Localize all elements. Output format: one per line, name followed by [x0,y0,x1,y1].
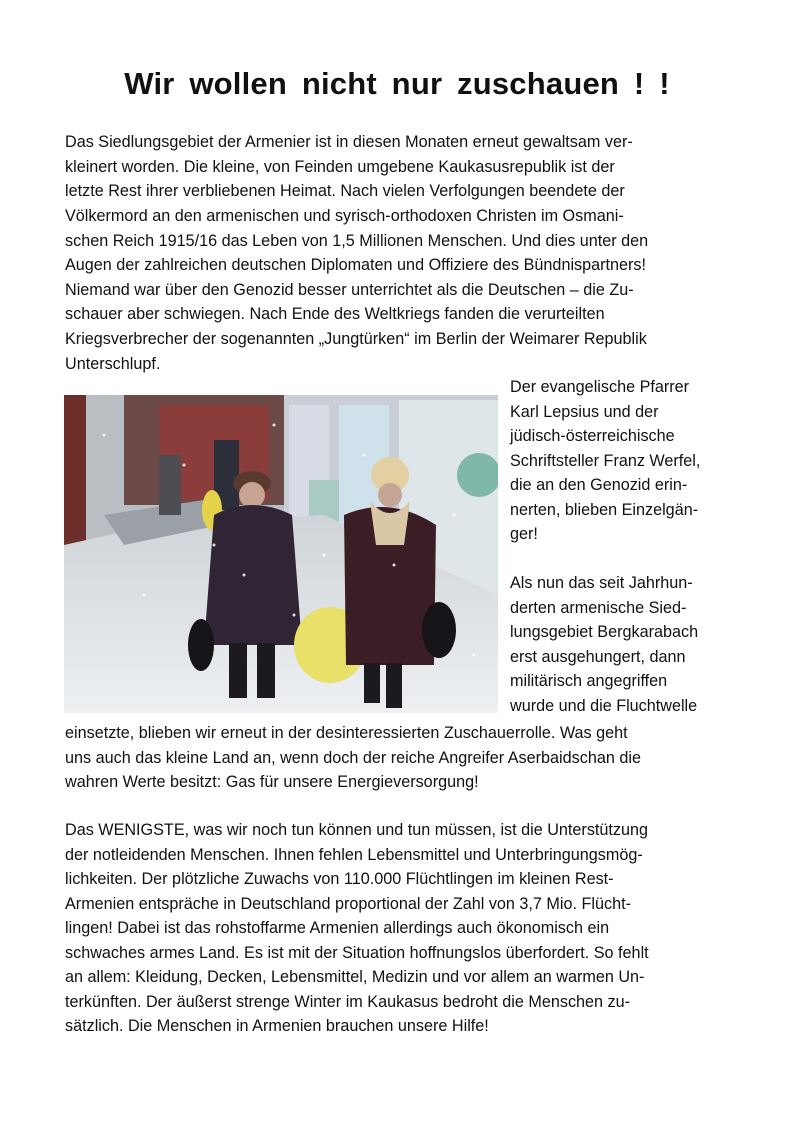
text-line: schauer aber schwiegen. Nach Ende des Weltkriegs fanden die verurteilten [65,305,605,323]
text-line: lichkeiten. Der plötzliche Zuwachs von 110.000 Flüchtlingen im kleinen Rest- [65,870,614,888]
text-line: an allem: Kleidung, Decken, Lebensmittel, Medizin und vor allem an warmen Un- [65,968,645,986]
text-line: Als nun das seit Jahrhun- [510,574,693,592]
text-line: Niemand war über den Genozid besser unterrichtet als die Deutschen – die Zu- [65,281,634,299]
text-line: Karl Lepsius und der [510,403,659,421]
text-line: derten armenische Sied- [510,599,687,617]
text-line: Das Siedlungsgebiet der Armenier ist in diesen Monaten erneut gewaltsam ver- [65,133,633,151]
refugee-photo [64,395,498,713]
text-line: wurde und die Fluchtwelle [510,697,698,715]
text-line: ger! [510,525,538,543]
page-title: Wir wollen nicht nur zuschauen ! ! [124,66,670,101]
text-line: einsetzte, blieben wir erneut in der desinteressierten Zuschauerrolle. Was geht [65,724,628,742]
text-line: nerten, blieben Einzelgän- [510,501,699,519]
text-line: Kriegsverbrecher der sogenannten „Jungtürken“ im Berlin der Weimarer Republik [65,330,647,348]
text-line: sätzlich. Die Menschen in Armenien brauchen unsere Hilfe! [65,1017,489,1035]
text-line: Völkermord an den armenischen und syrisch-orthodoxen Christen im Osmani- [65,207,624,225]
text-line: militärisch angegriffen [510,672,668,690]
text-line: die an den Genozid erin- [510,476,688,494]
text-line: lingen! Dabei ist das rohstoffarme Armenien allerdings auch ökonomisch ein [65,919,610,937]
text-line: jüdisch-österreichische [510,427,675,445]
text-line: letzte Rest ihrer verbliebenen Heimat. Nach vielen Verfolgungen beendete der [65,182,625,200]
text-line: terkünften. Der äußerst strenge Winter im Kaukasus bedroht die Menschen zu- [65,993,631,1011]
text-line: wahren Werte besitzt: Gas für unsere Energieversorgung! [65,773,479,791]
text-line: schen Reich 1915/16 das Leben von 1,5 Millionen Menschen. Und dies unter den [65,232,649,250]
text-line: Augen der zahlreichen deutschen Diplomaten und Offiziere des Bündnispartners! [65,256,647,274]
text-line: uns auch das kleine Land an, wenn doch der reiche Angreifer Aserbaidschan die [65,749,641,767]
text-line: Schriftsteller Franz Werfel, [510,452,701,470]
text-line: erst ausgehungert, dann [510,648,686,666]
text-line: Armenien entspräche in Deutschland proportional der Zahl von 3,7 Mio. Flücht- [65,895,631,913]
text-line: lungsgebiet Bergkarabach [510,623,699,641]
text-line: kleinert worden. Die kleine, von Feinden umgebene Kaukasusrepublik ist der [65,158,615,176]
text-line: der notleidenden Menschen. Ihnen fehlen Lebensmittel und Unterbringungsmög- [65,846,643,864]
photo-illustration [64,395,498,713]
text-line: schwaches armes Land. Es ist mit der Situation hoffnungslos überfordert. So fehlt [65,944,649,962]
text-line: Der evangelische Pfarrer [510,378,690,396]
text-line: Das WENIGSTE, was wir noch tun können und tun müssen, ist die Unterstützung [65,821,649,839]
text-line: Unterschlupf. [65,355,161,373]
